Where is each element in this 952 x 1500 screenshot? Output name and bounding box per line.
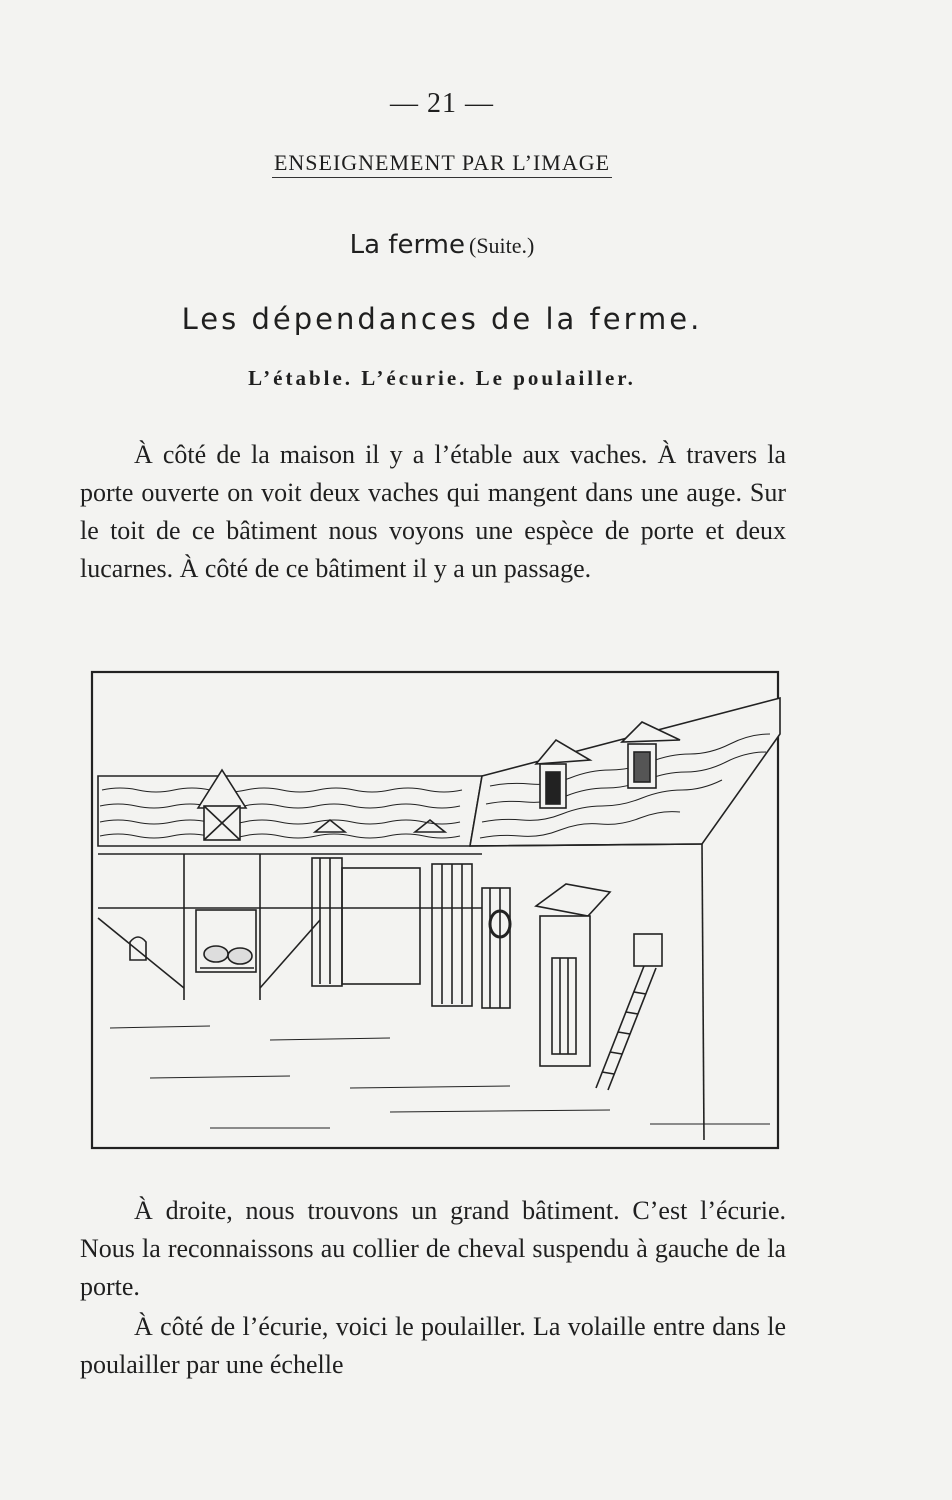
section-heading bbox=[0, 150, 884, 176]
topics-line: L’étable. L’écurie. Le poulailler. bbox=[248, 366, 636, 390]
paragraph-1: À côté de la maison il y a l’étable aux vaches. À travers la porte ouverte on voit deux vaches qui mangent dans une auge. Sur le toit de ce bâtiment nous voyons une espèce de porte et deux lucarnes. À côté de ce bâtiment il y a un passage. bbox=[80, 440, 786, 583]
lesson-title bbox=[0, 230, 884, 260]
paragraph-3: À côté de l’écurie, voici le poulailler. La volaille entre dans le poulailler par une échelle bbox=[80, 1312, 786, 1379]
page-number: — 21 — bbox=[390, 88, 494, 119]
subject-title: Les dépendances de la ferme. bbox=[181, 302, 703, 336]
paragraph-2: À droite, nous trouvons un grand bâtiment. C’est l’écurie. Nous la reconnaissons au collier de cheval suspendu à gauche de la porte. bbox=[80, 1196, 786, 1301]
farmyard-illustration bbox=[90, 668, 782, 1152]
lesson-title-suffix: (Suite.) bbox=[469, 233, 535, 258]
section-heading-text: ENSEIGNEMENT PAR L’IMAGE bbox=[272, 150, 612, 178]
lesson-title-main: La ferme bbox=[349, 230, 465, 260]
